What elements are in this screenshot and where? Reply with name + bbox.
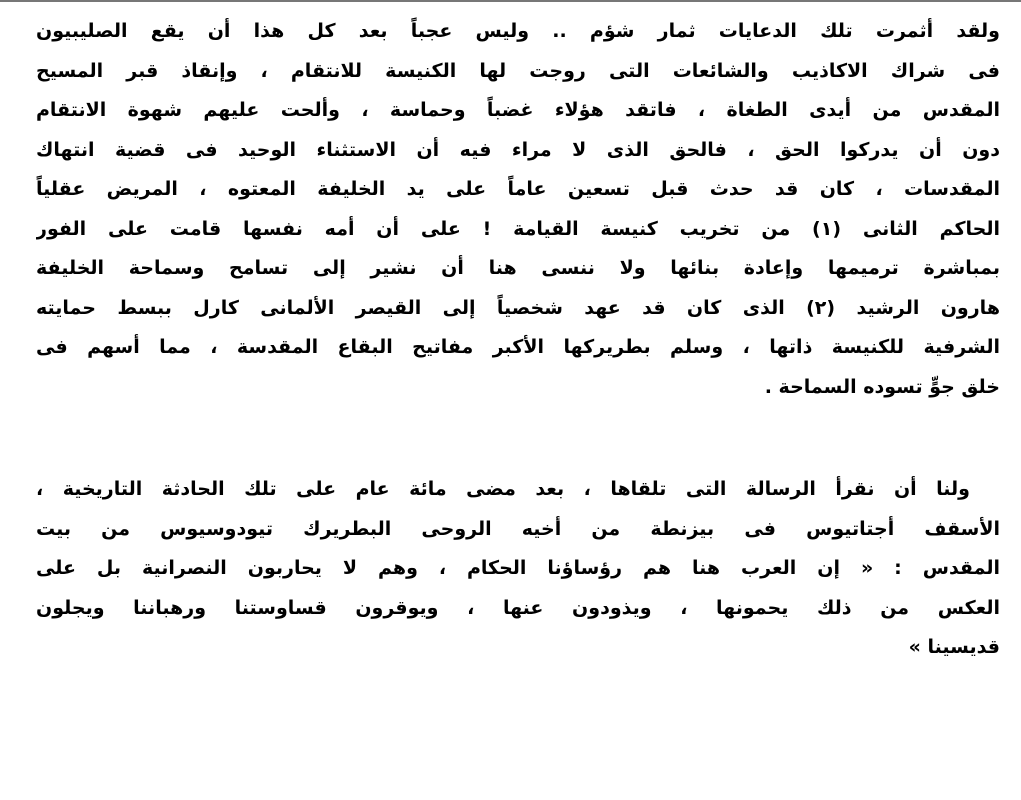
text-line: قديسينا » [908, 636, 1000, 658]
text-line: دون أن يدركوا الحق ، فالحق الذى لا مراء فيه أن الاستثناء الوحيد فى قضية انتهاك [36, 138, 1000, 161]
text-line: فى شراك الاكاذيب والشائعات التى روجت لها الكنيسة للانتقام ، وإنقاذ قبر المسيح [36, 59, 1000, 82]
text-line: المقدس : « إن العرب هنا هم رؤساؤنا الحكام ، وهم لا يحاربون النصرانية بل على [36, 557, 1000, 579]
text-line: هارون الرشيد (٢) الذى كان قد عهد شخصياً إلى القيصر الألمانى كارل ببسط حمايته [36, 296, 1000, 319]
paragraph-2 [36, 470, 1000, 668]
text-line: ولنا أن نقرأ الرسالة التى تلقاها ، بعد مضى مائة عام على تلك الحادثة التاريخية ، [36, 478, 970, 500]
text-line: ولقد أثمرت تلك الدعايات ثمار شؤم .. وليس عجباً بعد كل هذا أن يقع الصليبيون [36, 20, 1000, 42]
text-line: المقدس من أيدى الطغاة ، فاتقد هؤلاء غضباً وحماسة ، وألحت عليهم شهوة الانتقام [36, 99, 1000, 121]
text-line: الشرفية للكنيسة ذاتها ، وسلم بطريركها الأكبر مفاتيح البقاع المقدسة ، مما أسهم فى [36, 336, 1000, 358]
paragraph-1 [36, 12, 1000, 407]
text-line: العكس من ذلك يحمونها ، ويذودون عنها ، ويوقرون قساوستنا ورهباننا ويجلون [36, 596, 1000, 619]
text-line: الأسقف أجتاتيوس فى بيزنطة من أخيه الروحى البطريرك تيودوسيوس من بيت [36, 517, 1000, 540]
text-line: المقدسات ، كان قد حدث قبل تسعين عاماً على يد الخليفة المعتوه ، المريض عقلياً [36, 178, 1000, 200]
text-line: الحاكم الثانى (١) من تخريب كنيسة القيامة ! على أن أمه نفسها قامت على الفور [36, 217, 1000, 240]
page-top-border [0, 0, 1021, 2]
text-line: بمباشرة ترميمها وإعادة بنائها ولا ننسى هنا أن نشير إلى تسامح وسماحة الخليفة [36, 257, 1000, 279]
text-line: خلق جوٍّ تسوده السماحة . [764, 375, 1000, 398]
